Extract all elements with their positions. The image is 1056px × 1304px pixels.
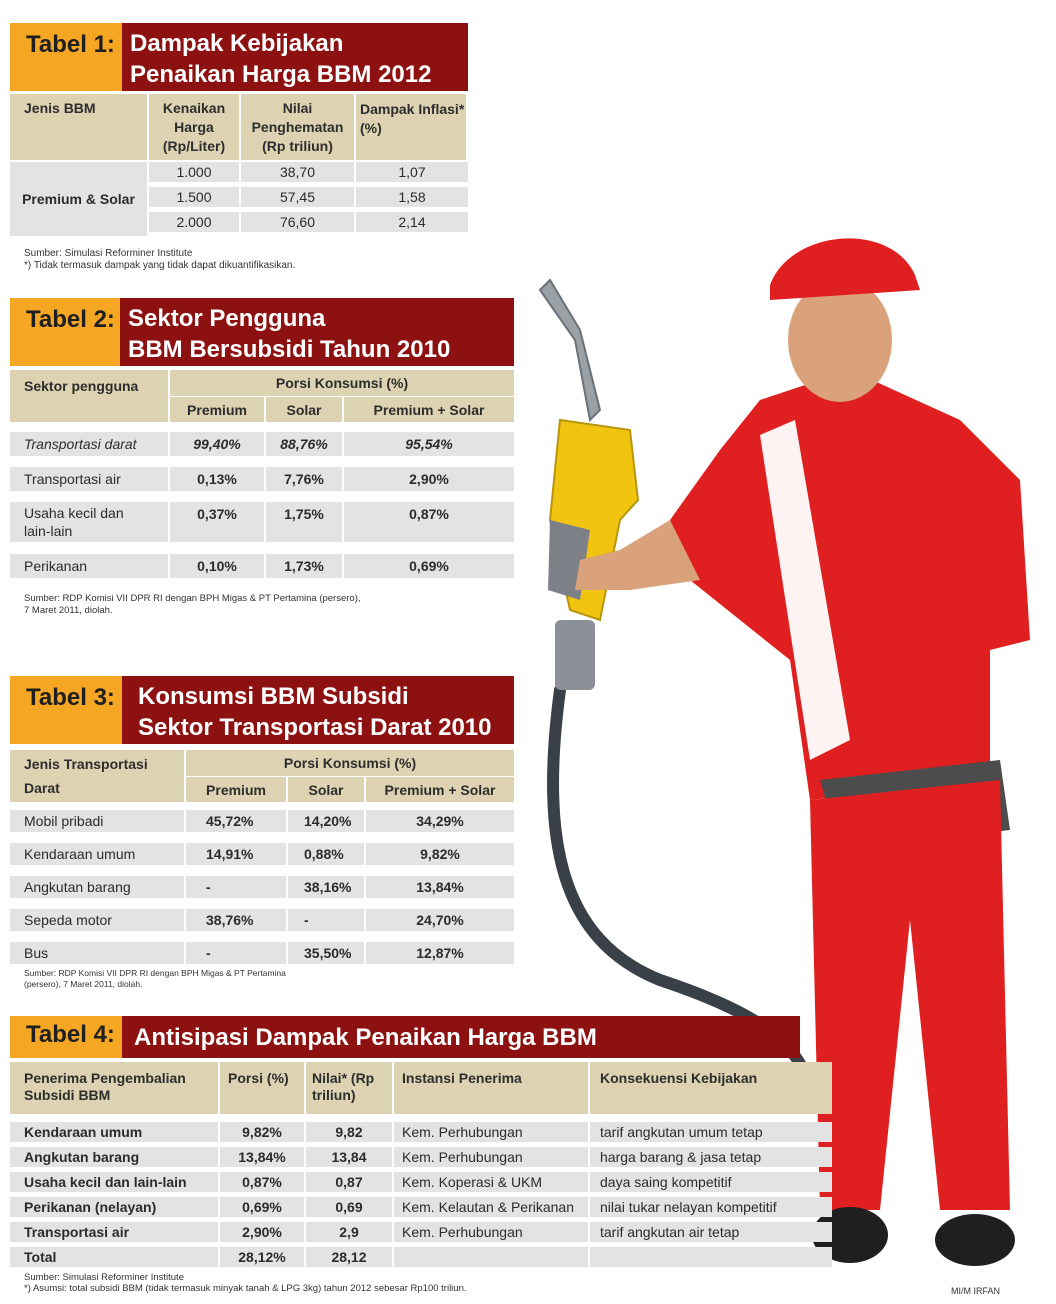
- table4-col-porsi: Porsi (%): [220, 1062, 304, 1114]
- table1-number: Tabel 1:: [10, 23, 122, 91]
- table-row: Kendaraan umum 14,91% 0,88% 9,82%: [10, 843, 514, 865]
- table1-title: Dampak Kebijakan Penaikan Harga BBM 2012: [122, 23, 468, 91]
- table3-header: [10, 676, 514, 744]
- table-row: 1.000 38,70 1,07: [149, 162, 468, 182]
- table2-source: Sumber: RDP Komisi VII DPR RI dengan BPH Migas & PT Pertamina (persero), 7 Maret 2011, diolah.: [24, 593, 361, 616]
- table2-col-premium: Premium: [170, 397, 264, 422]
- table-row: Transportasi darat 99,40% 88,76% 95,54%: [10, 432, 514, 456]
- table1-source: Sumber: Simulasi Reforminer Institute *) Tidak termasuk dampak yang tidak dapat dikuantifikasikan.: [24, 248, 296, 271]
- table-row: 1.500 57,45 1,58: [149, 187, 468, 207]
- table2-col-sektor: Sektor pengguna: [10, 370, 168, 422]
- table-row: Mobil pribadi 45,72% 14,20% 34,29%: [10, 810, 514, 832]
- table3-col-both: Premium + Solar: [366, 777, 514, 802]
- table2-col-solar: Solar: [266, 397, 342, 422]
- table4-col-konsekuensi: Konsekuensi Kebijakan: [590, 1062, 832, 1114]
- table4-number: Tabel 4:: [10, 1016, 122, 1058]
- table4-title: Antisipasi Dampak Penaikan Harga BBM: [122, 1016, 800, 1058]
- table-row: 2.000 76,60 2,14: [149, 212, 468, 232]
- table-row: Sepeda motor 38,76% - 24,70%: [10, 909, 514, 931]
- table4-header: [10, 1016, 800, 1058]
- table3-col-jenis: Jenis Transportasi Darat: [10, 750, 184, 802]
- table-row-total: Total 28,12% 28,12: [10, 1247, 832, 1267]
- table1-header: [10, 23, 468, 91]
- table-row: Perikanan 0,10% 1,73% 0,69%: [10, 554, 514, 578]
- table3-col-group: Porsi Konsumsi (%): [186, 750, 514, 776]
- table-row: Bus - 35,50% 12,87%: [10, 942, 514, 964]
- table4-col-nilai: Nilai* (Rp triliun): [306, 1062, 392, 1114]
- table4-source: Sumber: Simulasi Reforminer Institute *) Asumsi: total subsidi BBM (tidak termasuk minyak tanah & LPG 3kg) tahun 2012 sebesar Rp100 triliun.: [24, 1272, 467, 1294]
- table-row: Angkutan barang - 38,16% 13,84%: [10, 876, 514, 898]
- table3-title: Konsumsi BBM Subsidi Sektor Transportasi Darat 2010: [122, 676, 514, 744]
- table4-col-instansi: Instansi Penerima: [394, 1062, 588, 1114]
- table-row: Kendaraan umum 9,82% 9,82 Kem. Perhubungan tarif angkutan umum tetap: [10, 1122, 832, 1142]
- table1-body: [10, 162, 468, 236]
- table2-col-group: Porsi Konsumsi (%): [170, 370, 514, 396]
- table4-col-penerima: Penerima Pengembalian Subsidi BBM: [10, 1062, 218, 1114]
- table-row: Perikanan (nelayan) 0,69% 0,69 Kem. Kelautan & Perikanan nilai tukar nelayan kompetitif: [10, 1197, 832, 1217]
- table2-header: [10, 298, 514, 366]
- table2-number: Tabel 2:: [10, 298, 120, 366]
- table1-col-nilai: Nilai Penghematan (Rp triliun): [241, 94, 354, 160]
- table1-col-jenis: Jenis BBM: [10, 94, 147, 160]
- table1-col-inflasi: Dampak Inflasi* (%): [356, 94, 466, 160]
- table3-number: Tabel 3:: [10, 676, 122, 744]
- table3-source: Sumber: RDP Komisi VII DPR RI dengan BPH Migas & PT Pertamina (persero), 7 Maret 2011, diolah.: [24, 968, 286, 989]
- table2-col-both: Premium + Solar: [344, 397, 514, 422]
- table1-header-row: [10, 94, 468, 160]
- table1-col-kenaikan: Kenaikan Harga (Rp/Liter): [149, 94, 239, 160]
- table-row: Transportasi air 0,13% 7,76% 2,90%: [10, 467, 514, 491]
- table3-col-solar: Solar: [288, 777, 364, 802]
- table-row: Usaha kecil dan lain-lain 0,87% 0,87 Kem. Koperasi & UKM daya saing kompetitif: [10, 1172, 832, 1192]
- table-row: Transportasi air 2,90% 2,9 Kem. Perhubungan tarif angkutan air tetap: [10, 1222, 832, 1242]
- photo-credit: MI/M IRFAN: [951, 1286, 1000, 1296]
- table-row: Angkutan barang 13,84% 13,84 Kem. Perhubungan harga barang & jasa tetap: [10, 1147, 832, 1167]
- table2-title: Sektor Pengguna BBM Bersubsidi Tahun 2010: [120, 298, 514, 366]
- table4-header-row: [10, 1062, 832, 1114]
- table1-group-label: Premium & Solar: [10, 162, 147, 236]
- table-row: Usaha kecil dan lain-lain 0,37% 1,75% 0,87%: [10, 502, 514, 542]
- table3-col-premium: Premium: [186, 777, 286, 802]
